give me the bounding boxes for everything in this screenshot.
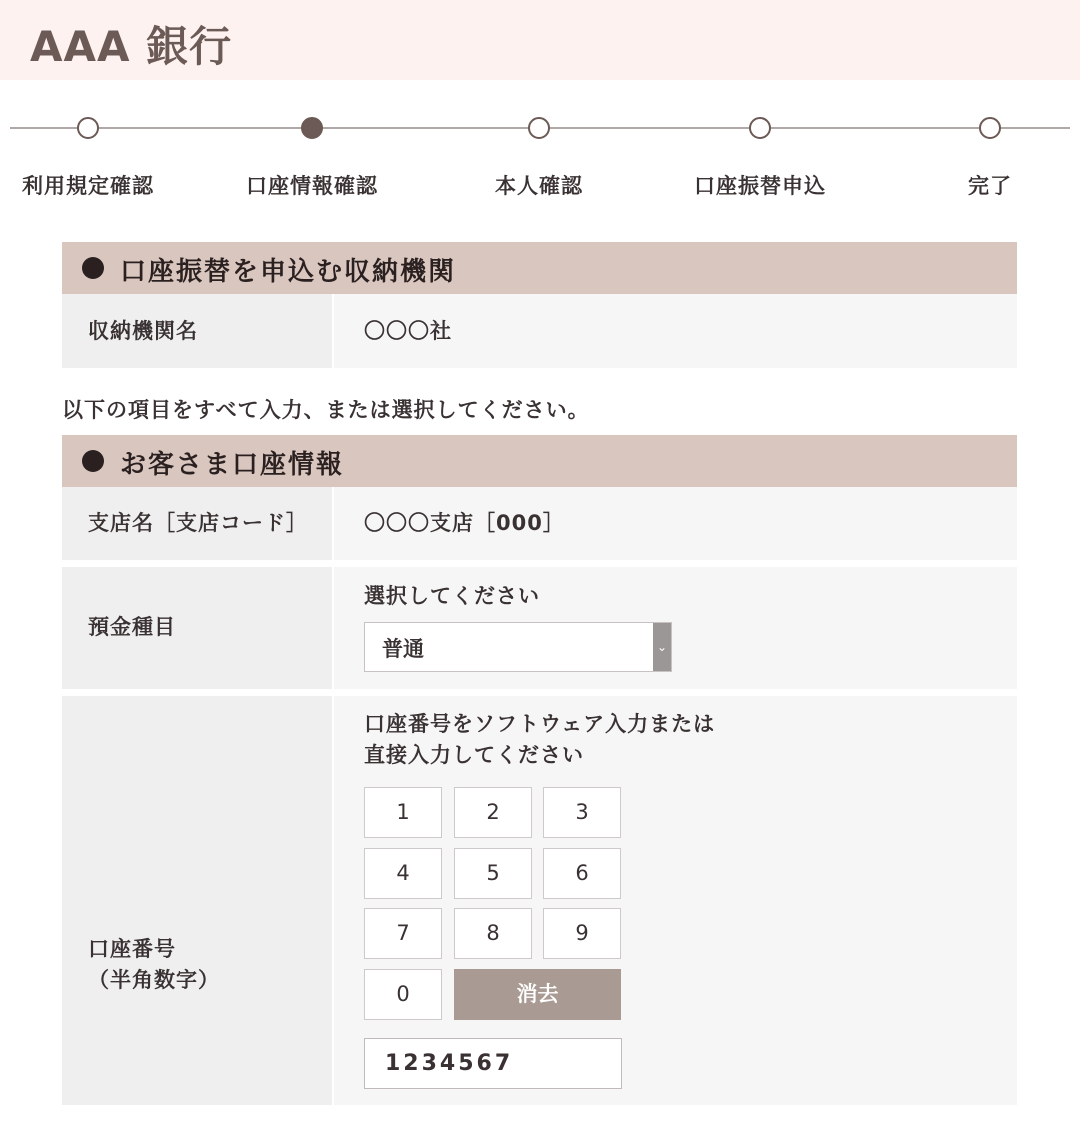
deposit-type-label: 預金種目 — [88, 615, 176, 639]
section-title: お客さま口座情報 — [120, 450, 345, 480]
progress-stepper — [0, 100, 1080, 210]
section-header-customer-account — [62, 435, 1017, 487]
step-label: 完了 — [968, 174, 1012, 198]
keypad-key-0[interactable]: 0 — [364, 969, 442, 1020]
keypad-key-8[interactable]: 8 — [454, 908, 532, 959]
keypad-key-4[interactable]: 4 — [364, 848, 442, 899]
account-number-row — [62, 696, 1017, 1105]
step-dot-icon — [77, 117, 99, 139]
step-dot-active-icon — [301, 117, 323, 139]
row-value — [334, 294, 1017, 368]
step-label: 口座情報確認 — [246, 174, 378, 198]
account-number-label: 口座番号 — [88, 937, 176, 961]
branch-row — [62, 487, 1017, 560]
account-number-sublabel: （半角数字） — [88, 968, 220, 992]
step-label: 口座振替申込 — [694, 174, 826, 198]
step-label: 本人確認 — [495, 174, 583, 198]
keypad-key-7[interactable]: 7 — [364, 908, 442, 959]
keypad-key-6[interactable]: 6 — [543, 848, 621, 899]
instruction-text: 以下の項目をすべて入力、または選択してください。 — [62, 398, 590, 422]
keypad-key-3[interactable]: 3 — [543, 787, 621, 838]
step-dot-icon — [749, 117, 771, 139]
deposit-type-selected-value: 普通 — [382, 637, 424, 661]
account-number-input[interactable]: 1234567 — [364, 1038, 622, 1089]
row-value — [334, 696, 1017, 1105]
row-value — [334, 567, 1017, 689]
step-dot-icon — [528, 117, 550, 139]
branch-value: 〇〇〇支店［000］ — [364, 511, 565, 535]
account-number-hint: 口座番号をソフトウェア入力または — [364, 712, 716, 736]
keypad-key-9[interactable]: 9 — [543, 908, 621, 959]
header-bar — [0, 0, 1080, 80]
keypad-key-5[interactable]: 5 — [454, 848, 532, 899]
deposit-type-row — [62, 567, 1017, 689]
bullet-icon — [82, 257, 104, 279]
account-number-hint: 直接入力してください — [364, 743, 584, 767]
deposit-type-hint: 選択してください — [364, 584, 540, 608]
row-header — [62, 487, 332, 560]
keypad-key-2[interactable]: 2 — [454, 787, 532, 838]
row-header — [62, 294, 332, 368]
step-label: 利用規定確認 — [22, 174, 154, 198]
bullet-icon — [82, 450, 104, 472]
step-dot-icon — [979, 117, 1001, 139]
keypad-key-1[interactable]: 1 — [364, 787, 442, 838]
deposit-type-select[interactable] — [364, 622, 672, 672]
collector-name-row — [62, 294, 1017, 368]
section-header-collector — [62, 242, 1017, 294]
row-header — [62, 696, 332, 1105]
collector-name-value: 〇〇〇社 — [364, 319, 452, 343]
chevron-down-icon[interactable]: ⌄ — [653, 623, 671, 671]
branch-label: 支店名［支店コード］ — [88, 511, 308, 535]
section-title: 口座振替を申込む収納機関 — [120, 257, 457, 287]
row-value — [334, 487, 1017, 560]
row-header — [62, 567, 332, 689]
collector-name-label: 収納機関名 — [88, 319, 198, 343]
keypad-clear-button[interactable]: 消去 — [454, 969, 621, 1020]
bank-logo-title: AAA 銀行 — [30, 22, 233, 71]
